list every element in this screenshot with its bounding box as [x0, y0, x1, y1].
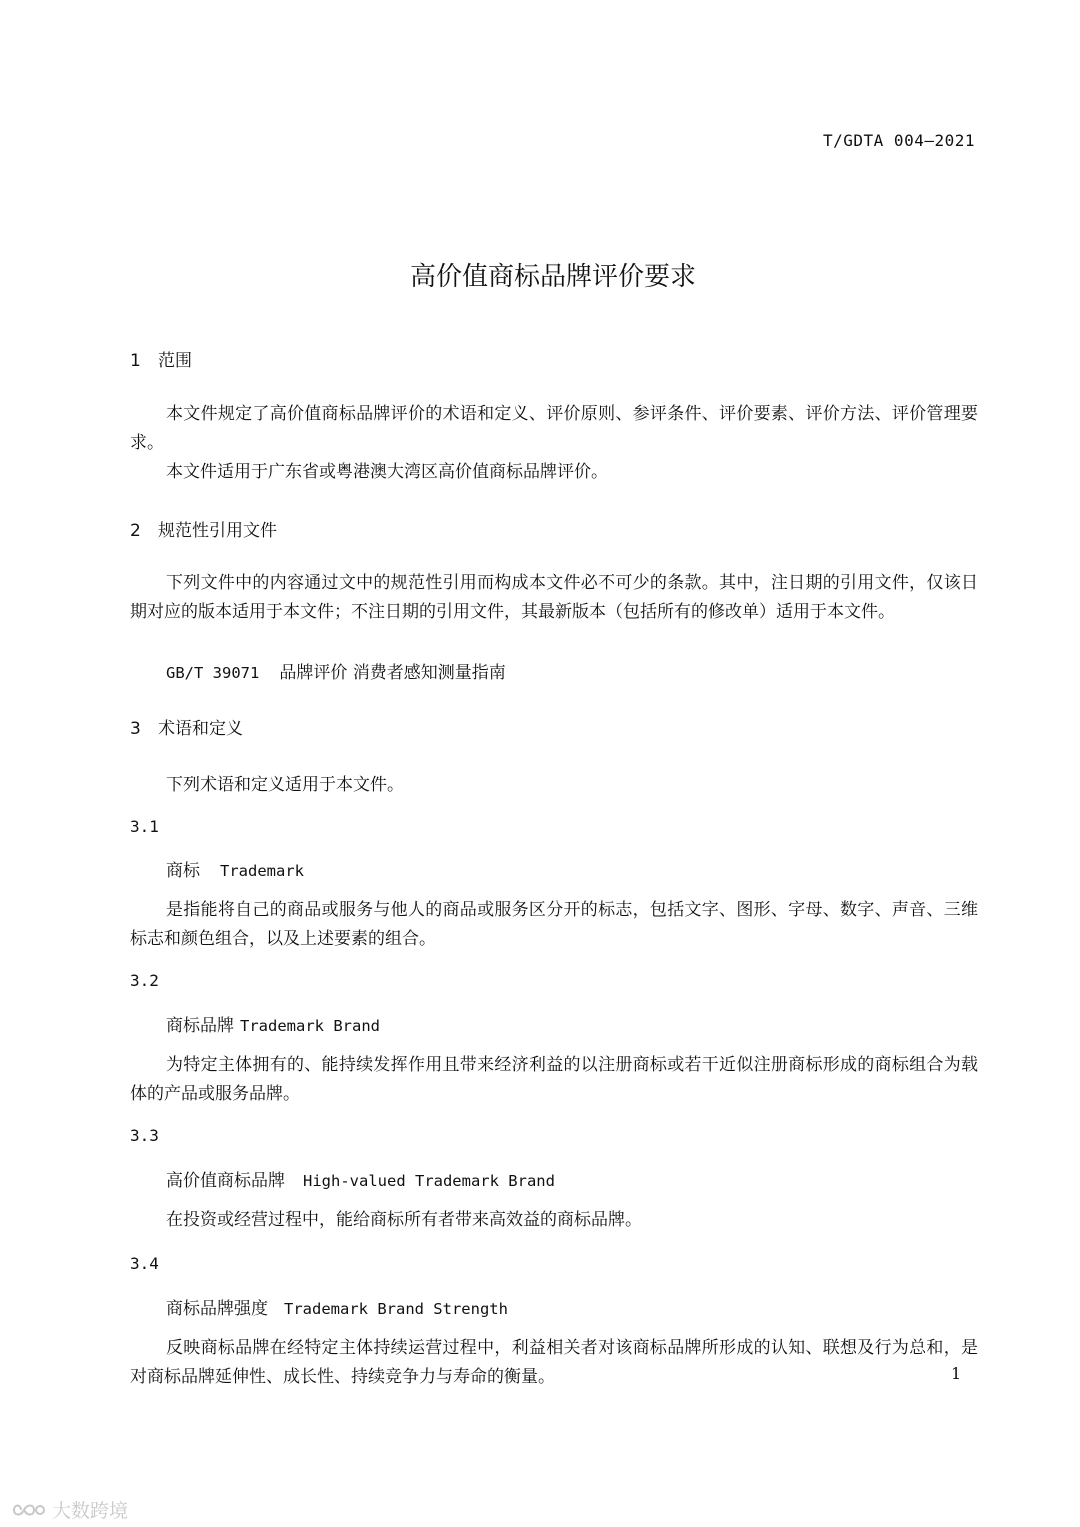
paragraph: 是指能将自己的商品或服务与他人的商品或服务区分开的标志，包括文字、图形、字母、数字、声音、三维标志和颜色组合，以及上述要素的组合。: [130, 900, 978, 949]
paragraph: 本文件规定了高价值商标品牌评价的术语和定义、评价原则、参评条件、评价要素、评价方法、评价管理要求。: [130, 404, 978, 453]
watermark: [12, 1496, 128, 1523]
normative-reference: [166, 658, 506, 683]
paragraph: 下列文件中的内容通过文中的规范性引用而构成本文件必不可少的条款。其中，注日期的引用文件，仅该日期对应的版本适用于本文件；不注日期的引用文件，其最新版本（包括所有的修改单）适用于本文件。: [130, 573, 978, 622]
section-number: 2: [130, 521, 141, 541]
term-en: Trademark Brand: [240, 1017, 380, 1035]
term-entry: [166, 1166, 555, 1191]
section-title: 规范性引用文件: [158, 521, 277, 541]
term-entry: [166, 1294, 508, 1319]
clause-number: 3.4: [130, 1254, 159, 1273]
term-en: Trademark: [220, 862, 304, 880]
paragraph: 反映商标品牌在经特定主体持续运营过程中，利益相关者对该商标品牌所形成的认知、联想及行为总和，是对商标品牌延伸性、成长性、持续竞争力与寿命的衡量。: [130, 1338, 978, 1387]
term-zh: 商标品牌强度: [166, 1299, 268, 1319]
term-zh: 商标品牌: [166, 1016, 234, 1036]
term-zh: 商标: [166, 861, 200, 881]
term-definition: [130, 1206, 978, 1235]
document-code: T/GDTA 004—2021: [823, 131, 975, 150]
term-definition: [130, 1334, 978, 1392]
paragraph: 本文件适用于广东省或粤港澳大湾区高价值商标品牌评价。: [166, 462, 608, 482]
term-zh: 高价值商标品牌: [166, 1171, 285, 1191]
clause-number: 3.3: [130, 1126, 159, 1145]
section-title: 范围: [158, 351, 192, 371]
term-entry: [166, 856, 304, 881]
reference-code: GB/T 39071: [166, 664, 260, 682]
term-definition: [130, 896, 978, 954]
term-en: High-valued Trademark Brand: [303, 1172, 555, 1190]
paragraph: 在投资或经营过程中，能给商标所有者带来高效益的商标品牌。: [166, 1210, 642, 1230]
watermark-text: 大数跨境: [52, 1500, 129, 1522]
infinity-logo-icon: [12, 1500, 46, 1520]
clause-number: 3.1: [130, 817, 159, 836]
clause-number: 3.2: [130, 971, 159, 990]
section-1-body: [130, 400, 978, 487]
section-title: 术语和定义: [158, 719, 243, 739]
section-number: 1: [130, 351, 141, 371]
section-3-heading: [130, 714, 243, 739]
section-2-heading: [130, 516, 277, 541]
page-number: 1: [951, 1364, 962, 1383]
term-en: Trademark Brand Strength: [284, 1300, 508, 1318]
reference-title: 品牌评价 消费者感知测量指南: [279, 663, 506, 683]
term-definition: [130, 1051, 978, 1109]
section-1-heading: [130, 346, 192, 371]
section-2-body: [130, 569, 978, 627]
paragraph: 为特定主体拥有的、能持续发挥作用且带来经济利益的以注册商标或若干近似注册商标形成的商标组合为载体的产品或服务品牌。: [130, 1055, 978, 1104]
section-number: 3: [130, 719, 141, 739]
page-title: 高价值商标品牌评价要求: [409, 262, 696, 292]
term-entry: [166, 1011, 380, 1036]
section-3-intro: 下列术语和定义适用于本文件。: [166, 775, 404, 795]
